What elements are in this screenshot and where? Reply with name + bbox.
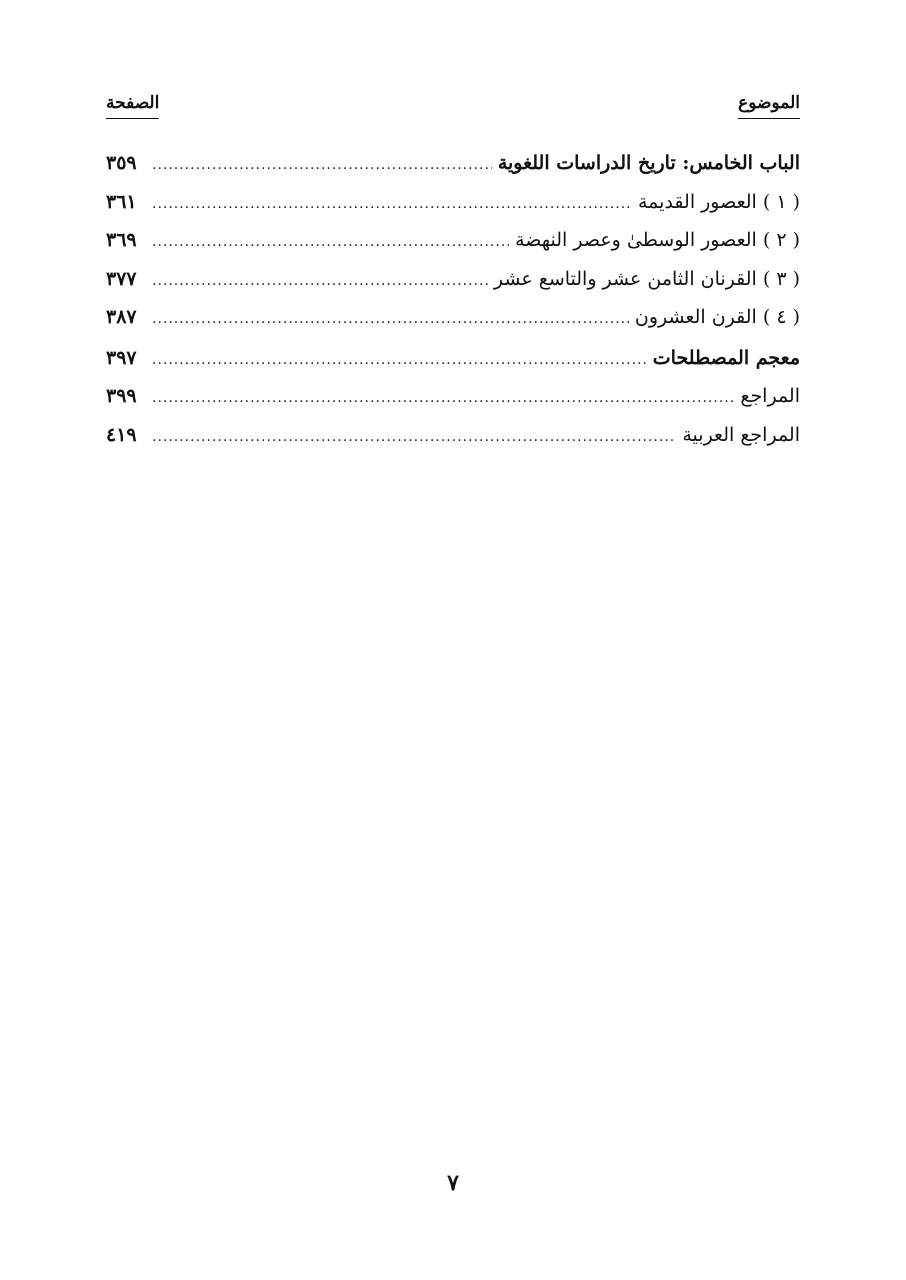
dot-leader xyxy=(152,273,488,289)
toc-entry-page: ٣٩٧ xyxy=(106,346,137,369)
toc-header xyxy=(106,90,800,126)
toc-entry xyxy=(106,385,800,424)
topic-column-label: الموضوع xyxy=(738,90,800,119)
page-number: ٧ xyxy=(447,1170,459,1196)
toc-entry-page: ٣٦١ xyxy=(106,190,137,213)
toc-entry-page: ٣٥٩ xyxy=(106,152,137,174)
toc-entry xyxy=(106,191,800,230)
toc-entry xyxy=(106,229,800,268)
dot-leader xyxy=(152,311,629,327)
dot-leader xyxy=(152,352,647,368)
page-column-label: الصفحة xyxy=(106,90,159,119)
toc-entry xyxy=(106,152,800,191)
toc-entry-page: ٣٦٩ xyxy=(106,229,137,251)
toc-entry-title: المراجع xyxy=(740,385,800,407)
dot-leader xyxy=(152,390,734,406)
toc-entry-title: ( ١ ) العصور القديمة xyxy=(637,190,800,213)
toc-entry-page: ٣٩٩ xyxy=(106,385,137,407)
dot-leader xyxy=(152,196,632,212)
dot-leader xyxy=(152,429,676,445)
toc-entry-page: ٣٨٧ xyxy=(106,306,137,328)
dot-leader xyxy=(152,234,509,250)
toc-entry-title: معجم المصطلحات xyxy=(652,346,800,369)
toc-entry-page: ٣٧٧ xyxy=(106,267,137,290)
toc-entry-title: ( ٤ ) القرن العشرون xyxy=(634,306,800,328)
toc-entry-title: المراجع العربية xyxy=(682,423,800,446)
toc-entry-page: ٤١٩ xyxy=(106,423,137,446)
toc-entry xyxy=(106,306,800,345)
toc-entry-title: ( ٢ ) العصور الوسطىٰ وعصر النهضة xyxy=(515,229,800,251)
table-of-contents xyxy=(106,152,800,462)
toc-entry xyxy=(106,268,800,307)
dot-leader xyxy=(152,157,492,173)
toc-entry-title: الباب الخامس: تاريخ الدراسات اللغوية xyxy=(497,152,800,174)
toc-entry-title: ( ٣ ) القرنان الثامن عشر والتاسع عشر xyxy=(493,267,800,290)
toc-entry xyxy=(106,424,800,463)
toc-entry xyxy=(106,347,800,386)
